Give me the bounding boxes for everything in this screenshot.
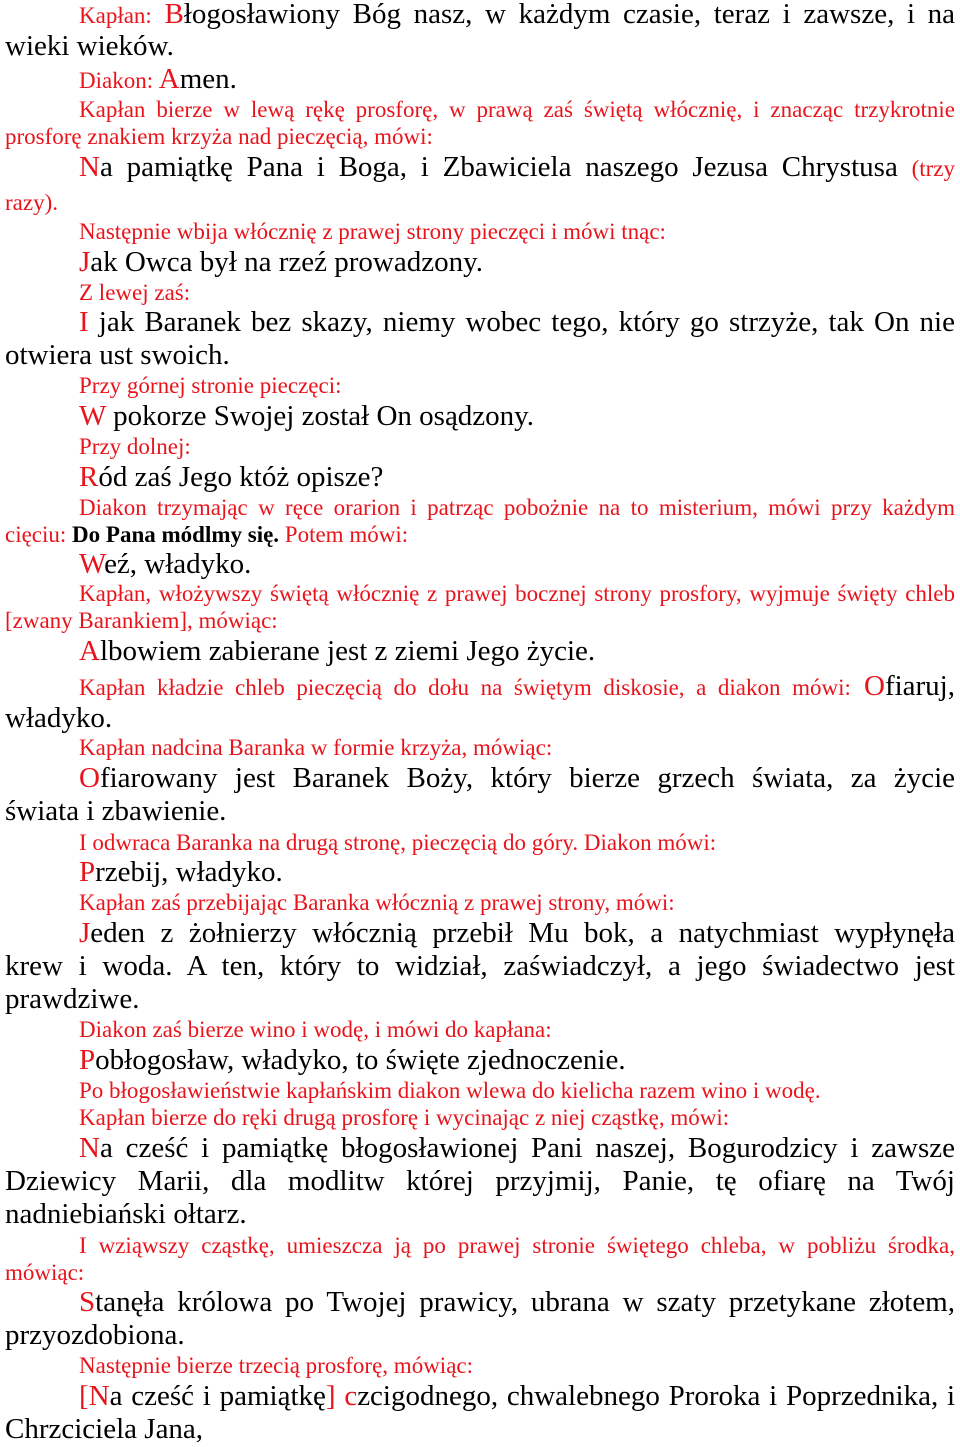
text-line xyxy=(79,0,955,32)
bracket-open: [ xyxy=(79,1380,89,1412)
prayer-text: przyozdobiona. xyxy=(5,1319,185,1351)
initial-letter: N xyxy=(88,1380,110,1412)
text-line xyxy=(5,1319,955,1352)
prayer-text: prawdziwe. xyxy=(5,983,140,1015)
rubric: Kapłan bierze w lewą rękę prosforę, w prawą zaś świętą włócznię, i znacząc trzykrotnie xyxy=(79,97,955,122)
prayer-text: wieki wieków. xyxy=(5,30,174,62)
text-line xyxy=(79,635,955,668)
text-line xyxy=(79,372,955,399)
prayer-text: krew i woda. A ten, który to widział, zaświadczył, a jego świadectwo jest xyxy=(5,950,955,982)
text-line xyxy=(79,670,955,704)
prayer-text: otwiera ust swoich. xyxy=(5,339,230,371)
text-line xyxy=(79,63,955,97)
prayer-text: Jeden z żołnierzy włócznią przebił Mu bok, a natychmiast wypłynęła xyxy=(79,917,955,949)
text-line xyxy=(79,856,955,889)
prayer-text: Na cześć i pamiątkę xyxy=(88,1380,326,1412)
initial-letter: c xyxy=(344,1380,358,1412)
text-line xyxy=(79,548,955,581)
text-line xyxy=(79,96,955,123)
text-line xyxy=(79,917,955,950)
text-line xyxy=(79,1352,955,1379)
text-line xyxy=(79,151,955,185)
prayer-text: Dziewicy Marii, dla modlitw której przyjmij, Panie, tę ofiarę na Twój xyxy=(5,1165,955,1197)
prayer-text: Pobłogosław, władyko, to święte zjednoczenie. xyxy=(79,1044,626,1076)
rubric: Diakon trzymając w ręce orarion i patrząc pobożnie na to misterium, mówi przy każdym xyxy=(79,495,955,520)
text-line xyxy=(79,580,955,607)
rubric: razy). xyxy=(5,190,58,215)
initial-letter: W xyxy=(79,548,105,580)
prayer-text: Błogosławiony Bóg nasz, w każdym czasie, teraz i zawsze, i na xyxy=(164,0,955,30)
text-line xyxy=(5,1413,955,1446)
rubric: I wziąwszy cząstkę, umieszcza ją po prawej stronie świętego chleba, w pobliżu środka, xyxy=(79,1233,955,1258)
text-line xyxy=(5,983,955,1016)
prayer-text: nadniebiański ołtarz. xyxy=(5,1198,247,1230)
text-line xyxy=(79,306,955,339)
text-line xyxy=(5,1165,955,1198)
initial-letter: N xyxy=(79,151,100,183)
prayer-text: władyko. xyxy=(5,702,113,734)
initial-letter: O xyxy=(79,762,100,794)
prayer-text: Weź, władyko. xyxy=(79,548,252,580)
initial-letter: O xyxy=(863,670,885,702)
text-line xyxy=(5,795,955,828)
prayer-text: I jak Baranek bez skazy, niemy wobec tego, który go strzyże, tak On nie xyxy=(79,306,955,338)
text-line xyxy=(5,1259,955,1286)
text-line xyxy=(79,433,955,460)
prayer-text: Ofiaruj, xyxy=(863,670,955,702)
rubric: [zwany Barankiem], mówiąc: xyxy=(5,608,278,633)
text-line xyxy=(5,521,955,548)
rubric: cięciu: xyxy=(5,522,67,547)
initial-letter: A xyxy=(158,63,180,95)
text-line xyxy=(5,189,955,216)
text-line xyxy=(5,339,955,372)
prayer-text: Na cześć i pamiątkę błogosławionej Pani naszej, Bogurodzicy i zawsze xyxy=(79,1132,955,1164)
prayer-text: Amen. xyxy=(158,63,237,95)
text-line xyxy=(79,1077,955,1104)
text-line xyxy=(79,889,955,916)
rubric: Następnie wbija włócznię z prawej strony pieczęci i mówi tnąc: xyxy=(79,219,666,244)
prayer-text: Przebij, władyko. xyxy=(79,856,283,888)
initial-letter: N xyxy=(79,1132,100,1164)
rubric: Z lewej zaś: xyxy=(79,280,191,305)
rubric: Przy górnej stronie pieczęci: xyxy=(79,373,342,398)
text-line xyxy=(79,762,955,795)
text-line xyxy=(79,1232,955,1259)
rubric: Następnie bierze trzecią prosforę, mówiąc: xyxy=(79,1353,473,1378)
text-line xyxy=(5,950,955,983)
speaker-label: Kapłan: xyxy=(79,3,152,28)
text-line xyxy=(79,246,955,279)
text-line xyxy=(5,702,955,735)
rubric: Diakon zaś bierze wino i wodę, i mówi do kapłana: xyxy=(79,1017,552,1042)
prayer-text: W pokorze Swojej został On osądzony. xyxy=(79,400,535,432)
initial-letter: J xyxy=(79,246,91,278)
initial-letter: P xyxy=(79,1044,96,1076)
initial-letter: J xyxy=(79,917,91,949)
rubric: (trzy xyxy=(911,156,955,181)
initial-letter: W xyxy=(79,400,106,432)
prayer-text: świata i zbawienie. xyxy=(5,795,227,827)
rubric: prosforę znakiem krzyża nad pieczęcią, mówi: xyxy=(5,124,433,149)
prayer-text: Ofiarowany jest Baranek Boży, który bierze grzech świata, za życie xyxy=(79,762,955,794)
text-line xyxy=(79,494,955,521)
initial-letter: S xyxy=(79,1286,96,1318)
rubric: Kapłan nadcina Baranka w formie krzyża, mówiąc: xyxy=(79,735,553,760)
text-line xyxy=(5,1198,955,1231)
text-line xyxy=(79,1104,955,1131)
text-line xyxy=(5,607,955,634)
prayer-text: Chrzciciela Jana, xyxy=(5,1413,204,1445)
rubric: Kapłan bierze do ręki drugą prosforę i wycinając z niej cząstkę, mówi: xyxy=(79,1105,730,1130)
rubric: Potem mówi: xyxy=(284,522,409,547)
initial-letter: R xyxy=(79,461,99,493)
prayer-text: czcigodnego, chwalebnego Proroka i Poprzednika, i xyxy=(344,1380,955,1412)
text-line xyxy=(79,1380,955,1413)
text-line xyxy=(79,218,955,245)
prayer-text: Stanęła królowa po Twojej prawicy, ubrana w szaty przetykane złotem, xyxy=(79,1286,955,1318)
initial-letter: I xyxy=(79,306,89,338)
text-line xyxy=(79,400,955,433)
text-line xyxy=(79,829,955,856)
initial-letter: P xyxy=(79,856,96,888)
initial-letter: A xyxy=(79,635,100,667)
text-line xyxy=(5,30,955,63)
text-line xyxy=(79,1044,955,1077)
rubric: Przy dolnej: xyxy=(79,434,191,459)
prayer-text: Ród zaś Jego któż opisze? xyxy=(79,461,384,493)
text-line xyxy=(79,734,955,761)
prayer-text: Na pamiątkę Pana i Boga, i Zbawiciela naszego Jezusa Chrystusa xyxy=(79,151,898,183)
rubric: Kapłan zaś przebijając Baranka włócznią z prawej strony, mówi: xyxy=(79,890,675,915)
rubric: Kapłan, włożywszy świętą włócznię z prawej bocznej strony prosfory, wyjmuje święty chleb xyxy=(79,581,955,606)
prayer-text: Jak Owca był na rzeź prowadzony. xyxy=(79,246,483,278)
text-line xyxy=(79,1016,955,1043)
text-line xyxy=(79,461,955,494)
rubric: Kapłan kładzie chleb pieczęcią do dołu na świętym diskosie, a diakon mówi: xyxy=(79,675,851,700)
bracket-close: ] xyxy=(325,1380,336,1412)
text-line xyxy=(79,1132,955,1165)
speaker-label: Diakon: xyxy=(79,68,154,93)
rubric: I odwraca Baranka na drugą stronę, pieczęcią do góry. Diakon mówi: xyxy=(79,830,717,855)
text-line xyxy=(79,279,955,306)
rubric: mówiąc: xyxy=(5,1260,85,1285)
initial-letter: B xyxy=(164,0,184,30)
deacon-litany-response: Do Pana módlmy się. xyxy=(72,522,280,547)
text-line xyxy=(5,123,955,150)
rubric: Po błogosławieństwie kapłańskim diakon wlewa do kielicha razem wino i wodę. xyxy=(79,1078,821,1103)
text-line xyxy=(79,1286,955,1319)
prayer-text: Albowiem zabierane jest z ziemi Jego życie. xyxy=(79,635,596,667)
